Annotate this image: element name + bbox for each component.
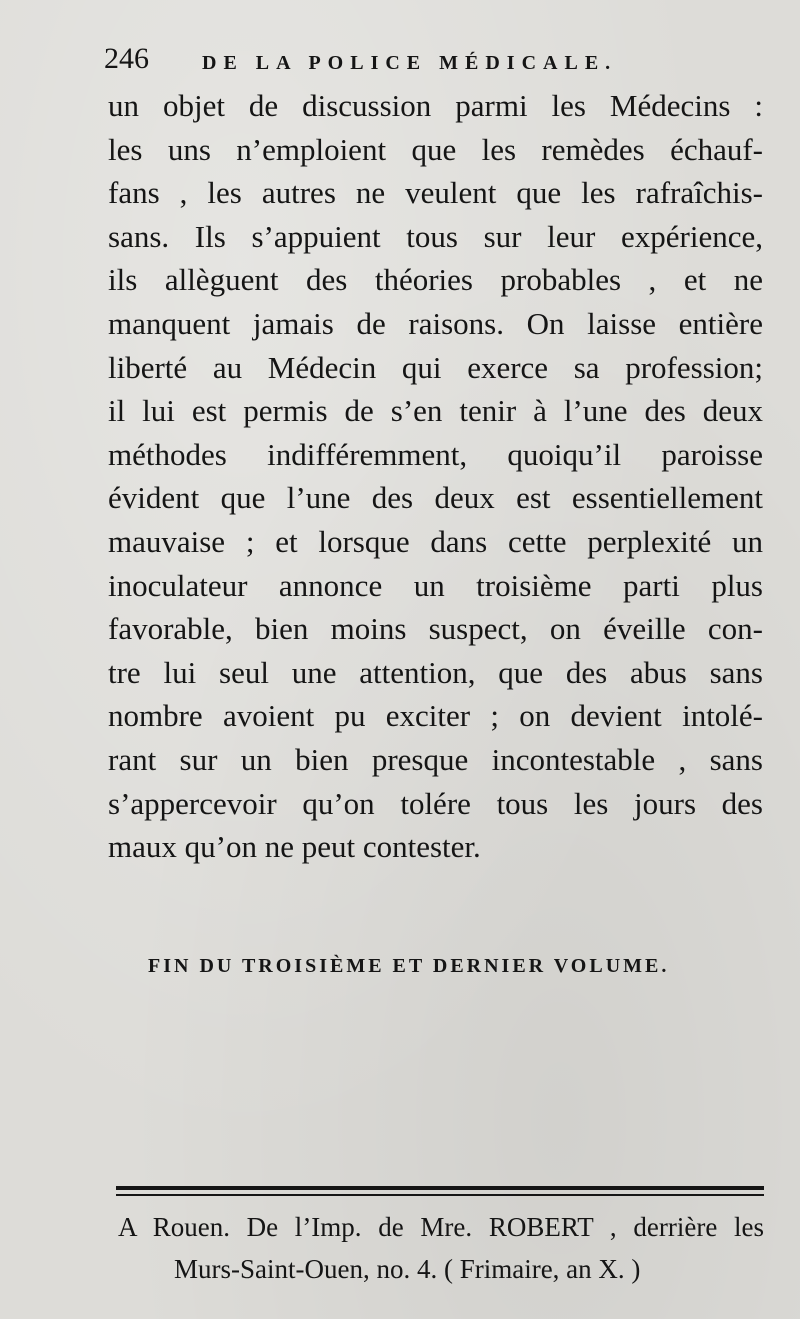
text-line: il lui est permis de s’en tenir à l’une des deux <box>108 393 763 429</box>
text-line: fans , les autres ne veulent que les rafraîchis- <box>108 175 763 211</box>
text-line: manquent jamais de raisons. On laisse entière <box>108 305 763 341</box>
text-line: inoculateur annonce un troisième parti plus <box>108 567 763 603</box>
running-head: DE LA POLICE MÉDICALE. <box>202 52 618 74</box>
double-rule-bottom <box>116 1194 764 1196</box>
text-line: tre lui seul une attention, que des abus sans <box>108 654 763 690</box>
show-through-from-reverse-page <box>110 860 760 1180</box>
page-number: 246 <box>104 42 149 75</box>
text-line: ils allèguent des théories probables , et ne <box>108 262 763 298</box>
end-of-volume-note: FIN DU TROISIÈME ET DERNIER VOLUME. <box>148 955 670 977</box>
printer-imprint <box>118 1206 764 1290</box>
text-line: un objet de discussion parmi les Médecins : <box>108 88 763 123</box>
text-line: sans. Ils s’appuient tous sur leur expérience, <box>108 218 763 254</box>
text-line: s’appercevoir qu’on tolére tous les jours des <box>108 785 763 821</box>
text-line: liberté au Médecin qui exerce sa profession; <box>108 349 763 385</box>
text-line-final: maux qu’on ne peut contester. <box>108 829 481 865</box>
text-line: nombre avoient pu exciter ; on devient intolé- <box>108 698 763 734</box>
page-header <box>104 38 764 84</box>
imprint-line-2: Murs-Saint-Ouen, no. 4. ( Frimaire, an X. ) <box>174 1254 641 1284</box>
imprint-line-1: A Rouen. De l’Imp. de Mre. ROBERT , derrière les <box>118 1212 764 1242</box>
text-line: méthodes indifféremment, quoiqu’il paroisse <box>108 436 763 472</box>
text-line: évident que l’une des deux est essentiellement <box>108 480 763 516</box>
body-text <box>108 84 763 869</box>
text-line: rant sur un bien presque incontestable , sans <box>108 741 763 777</box>
double-rule-top <box>116 1186 764 1190</box>
text-line: les uns n’emploient que les remèdes échauf- <box>108 131 763 167</box>
text-line: mauvaise ; et lorsque dans cette perplexité un <box>108 523 763 559</box>
text-line: favorable, bien moins suspect, on éveille con- <box>108 611 763 647</box>
